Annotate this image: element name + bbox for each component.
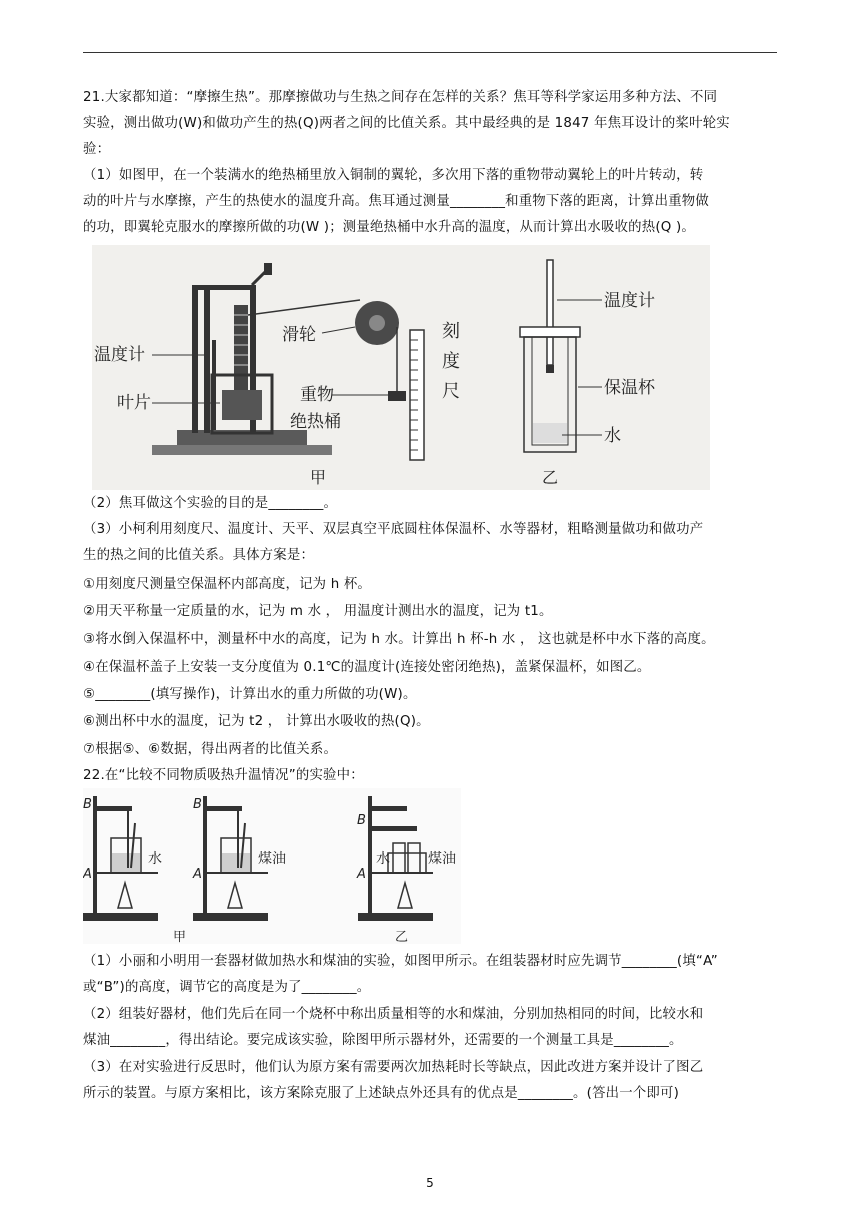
q21-step-2: ②用天平称量一定质量的水，记为 m 水 ， 用温度计测出水的温度，记为 t1。: [83, 604, 553, 619]
q22-part2-line2: 煤油________，得出结论。要完成该实验，除图甲所示器材外，还需要的一个测量工具是________。: [83, 1033, 683, 1048]
label-kerosene-1: 煤油: [258, 851, 286, 867]
heating-apparatus-figure: [83, 788, 461, 944]
label-water-1: 水: [148, 851, 162, 867]
label-ruler-1: 刻: [442, 321, 460, 342]
label-insulated-bucket: 绝热桶: [290, 412, 341, 432]
header-rule: [83, 52, 777, 53]
q21-part3-line2: 生的热之间的比值关系。具体方案是：: [83, 548, 315, 563]
q21-line-1: 21.大家都知道：“摩擦生热”。那摩擦做功与生热之间存在怎样的关系？焦耳等科学家运用多种方法、不同: [83, 90, 718, 105]
label-b-1: B: [83, 797, 92, 812]
q21-step-3: ③将水倒入保温杯中，测量杯中水的高度，记为 h 水。计算出 h 杯-h 水 ， 这也就是杯中水下落的高度。: [83, 632, 715, 647]
label-a-3: A: [357, 867, 366, 882]
q21-step-6: ⑥测出杯中水的温度，记为 t2 ， 计算出水吸收的热(Q)。: [83, 714, 430, 729]
q21-line-3: 验：: [83, 142, 111, 157]
label-water: 水: [604, 426, 621, 446]
q21-line-6: 的功，即翼轮克服水的摩擦所做的功(W )；测量绝热桶中水升高的温度，从而计算出水吸收的热(Q )。: [83, 220, 696, 235]
label-kerosene-2: 煤油: [428, 851, 456, 867]
page-number: 5: [426, 1176, 434, 1190]
q21-line-5: 动的叶片与水摩擦，产生的热使水的温度升高。焦耳通过测量________和重物下落的距离，计算出重物做: [83, 194, 709, 209]
label-b-2: B: [193, 797, 202, 812]
label-thermometer-right: 温度计: [604, 291, 655, 311]
caption-jia-2: 甲: [173, 930, 187, 944]
q21-part3-line1: （3）小柯利用刻度尺、温度计、天平、双层真空平底圆柱体保温杯、水等器材，粗略测量做功和做功产: [83, 522, 704, 537]
label-a-1: A: [83, 867, 92, 882]
label-ruler-3: 尺: [442, 381, 460, 402]
q21-line-4: （1）如图甲，在一个装满水的绝热桶里放入铜制的翼轮，多次用下落的重物带动翼轮上的叶片转动，转: [83, 168, 704, 183]
caption-jia: 甲: [310, 468, 327, 487]
label-blade: 叶片: [117, 393, 151, 413]
joule-apparatus-figure: [92, 245, 710, 490]
q21-step-1: ①用刻度尺测量空保温杯内部高度，记为 h 杯。: [83, 577, 372, 592]
q21-line-2: 实验，测出做功(W)和做功产生的热(Q)两者之间的比值关系。其中最经典的是 1847 年焦耳设计的桨叶轮实: [83, 116, 730, 131]
q22-part2-line1: （2）组装好器材，他们先后在同一个烧杯中称出质量相等的水和煤油，分别加热相同的时间，比较水和: [83, 1007, 704, 1022]
q22-part1-line2: 或“B”)的高度，调节它的高度是为了________。: [83, 980, 371, 995]
label-weight: 重物: [300, 385, 334, 405]
q22-part3-line2: 所示的装置。与原方案相比，该方案除克服了上述缺点外还具有的优点是________。(答出一个即可): [83, 1086, 680, 1101]
label-b-3: B: [357, 813, 366, 828]
label-water-2: 水: [376, 851, 390, 867]
q21-step-5: ⑤________(填写操作)，计算出水的重力所做的功(W)。: [83, 687, 417, 702]
q21-part2: （2）焦耳做这个实验的目的是________。: [83, 496, 338, 511]
label-insulated-cup: 保温杯: [604, 378, 655, 398]
caption-yi-2: 乙: [395, 930, 409, 944]
q22-title: 22.在“比较不同物质吸热升温情况”的实验中：: [83, 768, 364, 783]
q22-part3-line1: （3）在对实验进行反思时，他们认为原方案有需要两次加热耗时长等缺点，因此改进方案并设计了图乙: [83, 1060, 704, 1075]
q21-step-7: ⑦根据⑤、⑥数据，得出两者的比值关系。: [83, 742, 338, 757]
label-ruler-2: 度: [442, 351, 460, 372]
q21-step-4: ④在保温杯盖子上安装一支分度值为 0.1℃的温度计(连接处密闭绝热)，盖紧保温杯，如图乙。: [83, 660, 651, 675]
label-a-2: A: [193, 867, 202, 882]
caption-yi: 乙: [542, 468, 559, 487]
q22-part1-line1: （1）小丽和小明用一套器材做加热水和煤油的实验，如图甲所示。在组装器材时应先调节________(填“A”: [83, 954, 718, 969]
label-thermometer-left: 温度计: [94, 345, 145, 365]
label-pulley: 滑轮: [282, 325, 316, 345]
